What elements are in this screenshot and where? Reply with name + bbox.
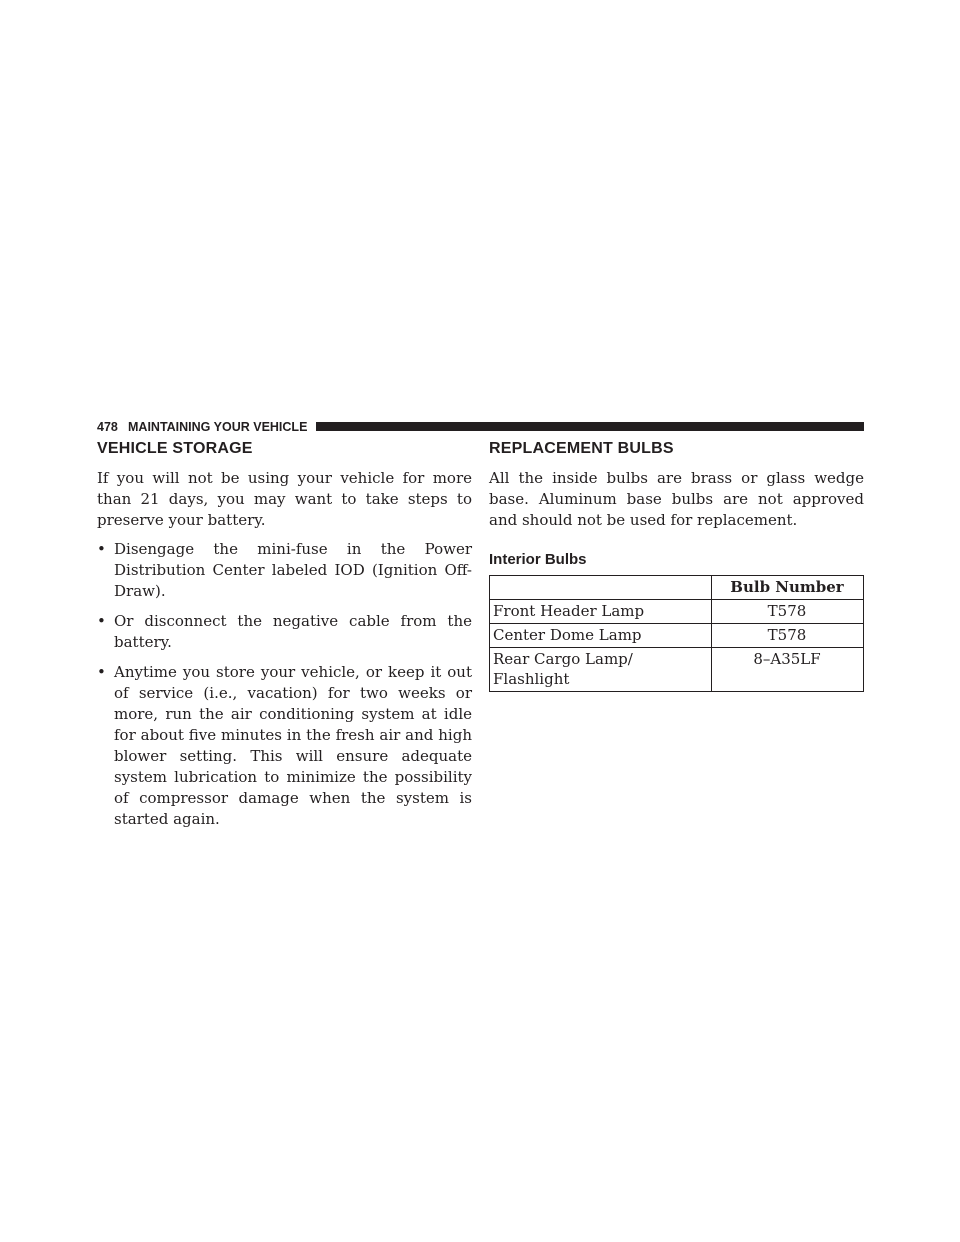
list-item-text: Anytime you store your vehicle, or keep it out of service (i.e., vacation) for two weeks or more, run the air conditioning system at idle for about five minutes in the fresh air and high blower setting. This will ensure adequate system lubrication to minimize the possibility of compressor damage when the system is started again. <box>114 663 472 828</box>
vehicle-storage-column <box>97 440 472 839</box>
column-header-lamp <box>490 576 712 600</box>
header-rule <box>316 422 864 431</box>
list-item <box>97 611 472 653</box>
bulb-cell: T578 <box>712 600 864 624</box>
vehicle-storage-intro: If you will not be using your vehicle for more than 21 days, you may want to take steps to preserve your battery. <box>97 469 472 529</box>
list-item-text: Or disconnect the negative cable from the battery. <box>114 612 472 651</box>
replacement-bulbs-heading: REPLACEMENT BULBS <box>489 440 674 457</box>
bulb-cell: 8–A35LF <box>712 648 864 692</box>
page-number: 478 <box>97 420 118 434</box>
table-row <box>490 648 864 692</box>
table-header-row <box>490 576 864 600</box>
bullet-icon: • <box>97 612 106 630</box>
list-item-text: Disengage the mini-fuse in the Power Distribution Center labeled IOD (Ignition Off-Draw). <box>114 540 472 600</box>
vehicle-storage-heading: VEHICLE STORAGE <box>97 440 253 457</box>
lamp-cell: Front Header Lamp <box>490 600 712 624</box>
table-row <box>490 600 864 624</box>
list-item <box>97 539 472 602</box>
bullet-icon: • <box>97 540 106 558</box>
list-item <box>97 662 472 830</box>
page-header <box>97 418 864 436</box>
bulb-cell: T578 <box>712 624 864 648</box>
column-header-bulb-number: Bulb Number <box>712 576 864 600</box>
replacement-bulbs-column <box>489 440 864 692</box>
vehicle-storage-list <box>97 539 472 830</box>
section-title: MAINTAINING YOUR VEHICLE <box>128 420 308 434</box>
interior-bulbs-heading: Interior Bulbs <box>489 551 587 568</box>
lamp-cell: Rear Cargo Lamp/ Flashlight <box>490 648 712 692</box>
bullet-icon: • <box>97 663 106 681</box>
replacement-bulbs-intro: All the inside bulbs are brass or glass wedge base. Aluminum base bulbs are not approved and should not be used for replacement. <box>489 469 864 529</box>
table-row <box>490 624 864 648</box>
interior-bulbs-table <box>489 575 864 692</box>
lamp-cell: Center Dome Lamp <box>490 624 712 648</box>
